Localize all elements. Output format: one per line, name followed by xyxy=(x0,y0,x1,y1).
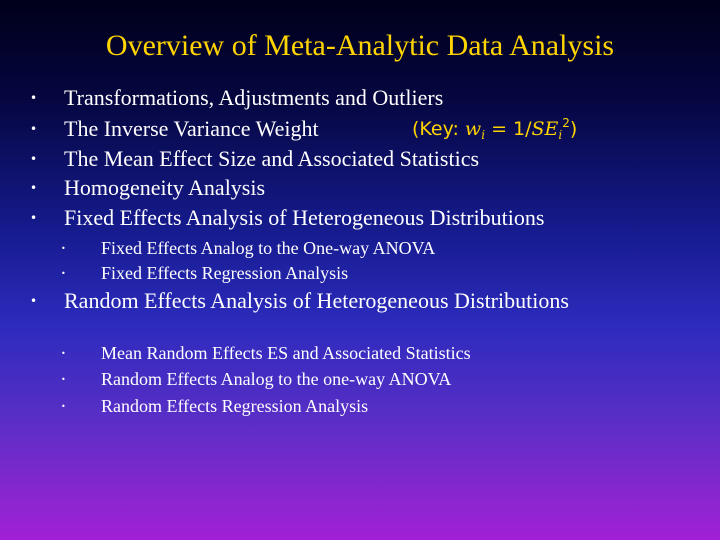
key-formula-eq: = 1/ xyxy=(485,118,532,140)
key-formula-close: ) xyxy=(569,118,578,140)
bullet-item xyxy=(30,205,545,230)
sub-bullet-item xyxy=(61,263,349,283)
key-formula-se-sub: i xyxy=(558,128,563,142)
bullet-dot-icon: • xyxy=(30,91,38,105)
bullet-dot-icon: • xyxy=(30,122,38,136)
bullet-dot-icon: • xyxy=(61,269,66,278)
bullet-dot-icon: • xyxy=(30,294,38,308)
bullet-item xyxy=(30,175,266,200)
sub-bullet-text: Random Effects Regression Analysis xyxy=(101,396,369,416)
bullet-dot-icon: • xyxy=(30,211,38,225)
bullet-dot-icon: • xyxy=(61,349,66,358)
bullet-dot-icon: • xyxy=(61,402,66,411)
bullet-dot-icon: • xyxy=(61,244,66,253)
bullet-dot-icon: • xyxy=(30,181,38,195)
bullet-item xyxy=(30,85,444,110)
bullet-text: Random Effects Analysis of Heterogeneous Distributions xyxy=(64,288,569,313)
sub-bullet-item xyxy=(61,396,369,416)
sub-bullet-item xyxy=(61,369,452,389)
key-formula-w: w xyxy=(464,118,482,140)
bullet-text: The Inverse Variance Weight xyxy=(64,116,319,141)
key-formula-w-sub: i xyxy=(481,128,486,142)
key-formula-open: (Key: xyxy=(412,118,465,140)
sub-bullet-item xyxy=(61,343,471,363)
bullet-dot-icon: • xyxy=(30,152,38,166)
sub-bullet-text: Random Effects Analog to the one-way ANOVA xyxy=(101,369,452,389)
key-formula-se: SE xyxy=(531,118,559,140)
bullet-text: Homogeneity Analysis xyxy=(64,175,266,200)
key-formula xyxy=(412,117,577,141)
sub-bullet-text: Mean Random Effects ES and Associated Statistics xyxy=(101,343,471,363)
slide-title: Overview of Meta-Analytic Data Analysis xyxy=(105,29,615,62)
sub-bullet-item xyxy=(61,238,436,258)
key-formula-se-sup: 2 xyxy=(562,116,570,130)
bullet-dot-icon: • xyxy=(61,375,66,384)
sub-bullet-text: Fixed Effects Analog to the One-way ANOVA xyxy=(101,238,436,258)
bullet-item xyxy=(30,146,480,171)
bullet-item xyxy=(30,288,584,313)
sub-bullet-text: Fixed Effects Regression Analysis xyxy=(101,263,349,283)
bullet-text: The Mean Effect Size and Associated Statistics xyxy=(64,146,480,171)
bullet-item xyxy=(30,116,319,141)
bullet-text: Fixed Effects Analysis of Heterogeneous Distributions xyxy=(64,205,545,230)
bullet-text: Transformations, Adjustments and Outliers xyxy=(64,85,444,110)
